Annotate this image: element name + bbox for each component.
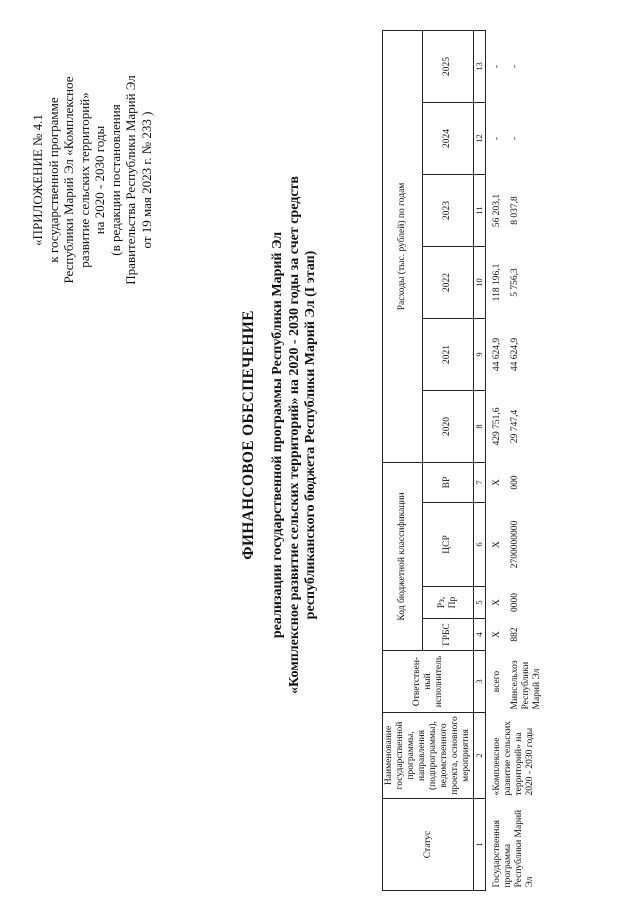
appendix-line: развитие сельских территорий» (76, 92, 92, 268)
column-number: 9 (474, 318, 486, 390)
row-value: 44 624,9 (492, 337, 502, 372)
col-expenses-header: Расходы (тыс. рублей) по годам (383, 30, 423, 462)
row-value: - (510, 136, 520, 141)
title-main: ФИНАНСОВОЕ ОБЕСПЕЧЕНИЕ (240, 310, 257, 560)
col-status-header: Статус (383, 799, 474, 891)
column-number: 4 (474, 619, 486, 651)
appendix-line: на 2020 - 2030 годы (92, 125, 107, 235)
col-year-header: 2023 (422, 174, 473, 246)
row-vr: 000 (510, 475, 520, 490)
row-rzpr: Х (492, 599, 502, 606)
column-number: 12 (474, 102, 486, 174)
row-value: 118 196,1 (492, 263, 502, 302)
appendix-line: от 19 мая 2023 г. № 233 ) (138, 111, 154, 249)
appendix-line: (в редакции постановления (107, 104, 123, 256)
column-number: 3 (474, 651, 486, 713)
row-grbs: Х (492, 631, 502, 638)
appendix-line: к государственной программе (45, 97, 61, 263)
row-value: - (492, 64, 502, 69)
col-year-header: 2022 (422, 246, 473, 318)
row-value: 8 037,8 (510, 196, 520, 225)
row-rzpr: 0000 (510, 593, 520, 612)
col-year-header: 2020 (422, 390, 473, 462)
appendix-note (30, 65, 154, 295)
document-title (240, 5, 320, 865)
row-value: 56 203,1 (492, 193, 502, 228)
column-number: 11 (474, 174, 486, 246)
title-line-1: реализации государственной программы Республики Марий Эл (270, 231, 285, 639)
header-row-1 (383, 30, 423, 890)
appendix-line: Республики Марий Эл «Комплексное (61, 76, 76, 284)
financing-table (382, 30, 544, 891)
row-name: «Комплексное развитие сельских территорий» на 2020 - 2030 годы (492, 721, 535, 796)
appendix-line: Правительства Республики Марий Эл (123, 75, 138, 285)
row-value: 5 756,3 (510, 268, 520, 297)
col-executor-header: Ответствен-ный исполнитель (383, 651, 474, 713)
column-number: 5 (474, 587, 486, 619)
col-year-header: 2025 (422, 30, 473, 102)
row-status: Государственная программа Республики Марий Эл (492, 809, 535, 888)
col-year-header: 2021 (422, 318, 473, 390)
row-value: - (510, 64, 520, 69)
title-line-3: республиканского бюджета Республики Марий Эл (I этап) (303, 250, 318, 620)
row-value: 44 624,9 (510, 337, 520, 372)
title-line-2: «Комплексное развитие сельских территорий» на 2020 - 2030 годы за счет средств (286, 176, 302, 694)
column-number: 6 (474, 503, 486, 587)
row-executor: Минсельхоз Республики Марий Эл (510, 660, 542, 710)
column-number: 13 (474, 30, 486, 102)
col-vr-header: ВР (422, 462, 473, 502)
table-row (486, 30, 505, 890)
column-number-row (474, 30, 486, 890)
column-number: 7 (474, 462, 486, 502)
row-csr: 2700000000 (510, 520, 520, 569)
col-rzpr-header: Рз, Пр (422, 587, 473, 619)
row-executor: всего (492, 670, 502, 693)
col-budget-code-header: Код бюджетной классификации (383, 462, 423, 650)
appendix-line: «ПРИЛОЖЕНИЕ № 4.1 (30, 114, 45, 246)
col-csr-header: ЦСР (422, 503, 473, 587)
column-number: 10 (474, 246, 486, 318)
row-value: 29 747,4 (510, 409, 520, 444)
column-number: 2 (474, 713, 486, 799)
col-year-header: 2024 (422, 102, 473, 174)
row-value: - (492, 136, 502, 141)
column-number: 1 (474, 799, 486, 891)
row-value: 429 751,6 (492, 407, 502, 446)
column-number: 8 (474, 390, 486, 462)
row-grbs: 882 (510, 627, 520, 642)
col-grbs-header: ГРБС (422, 619, 473, 651)
row-csr: Х (492, 541, 502, 548)
col-name-header: Наименование государственной программы, направления (подпрограммы), ведомственного проекта, основного мероприятия (383, 713, 474, 799)
row-vr: Х (492, 479, 502, 486)
